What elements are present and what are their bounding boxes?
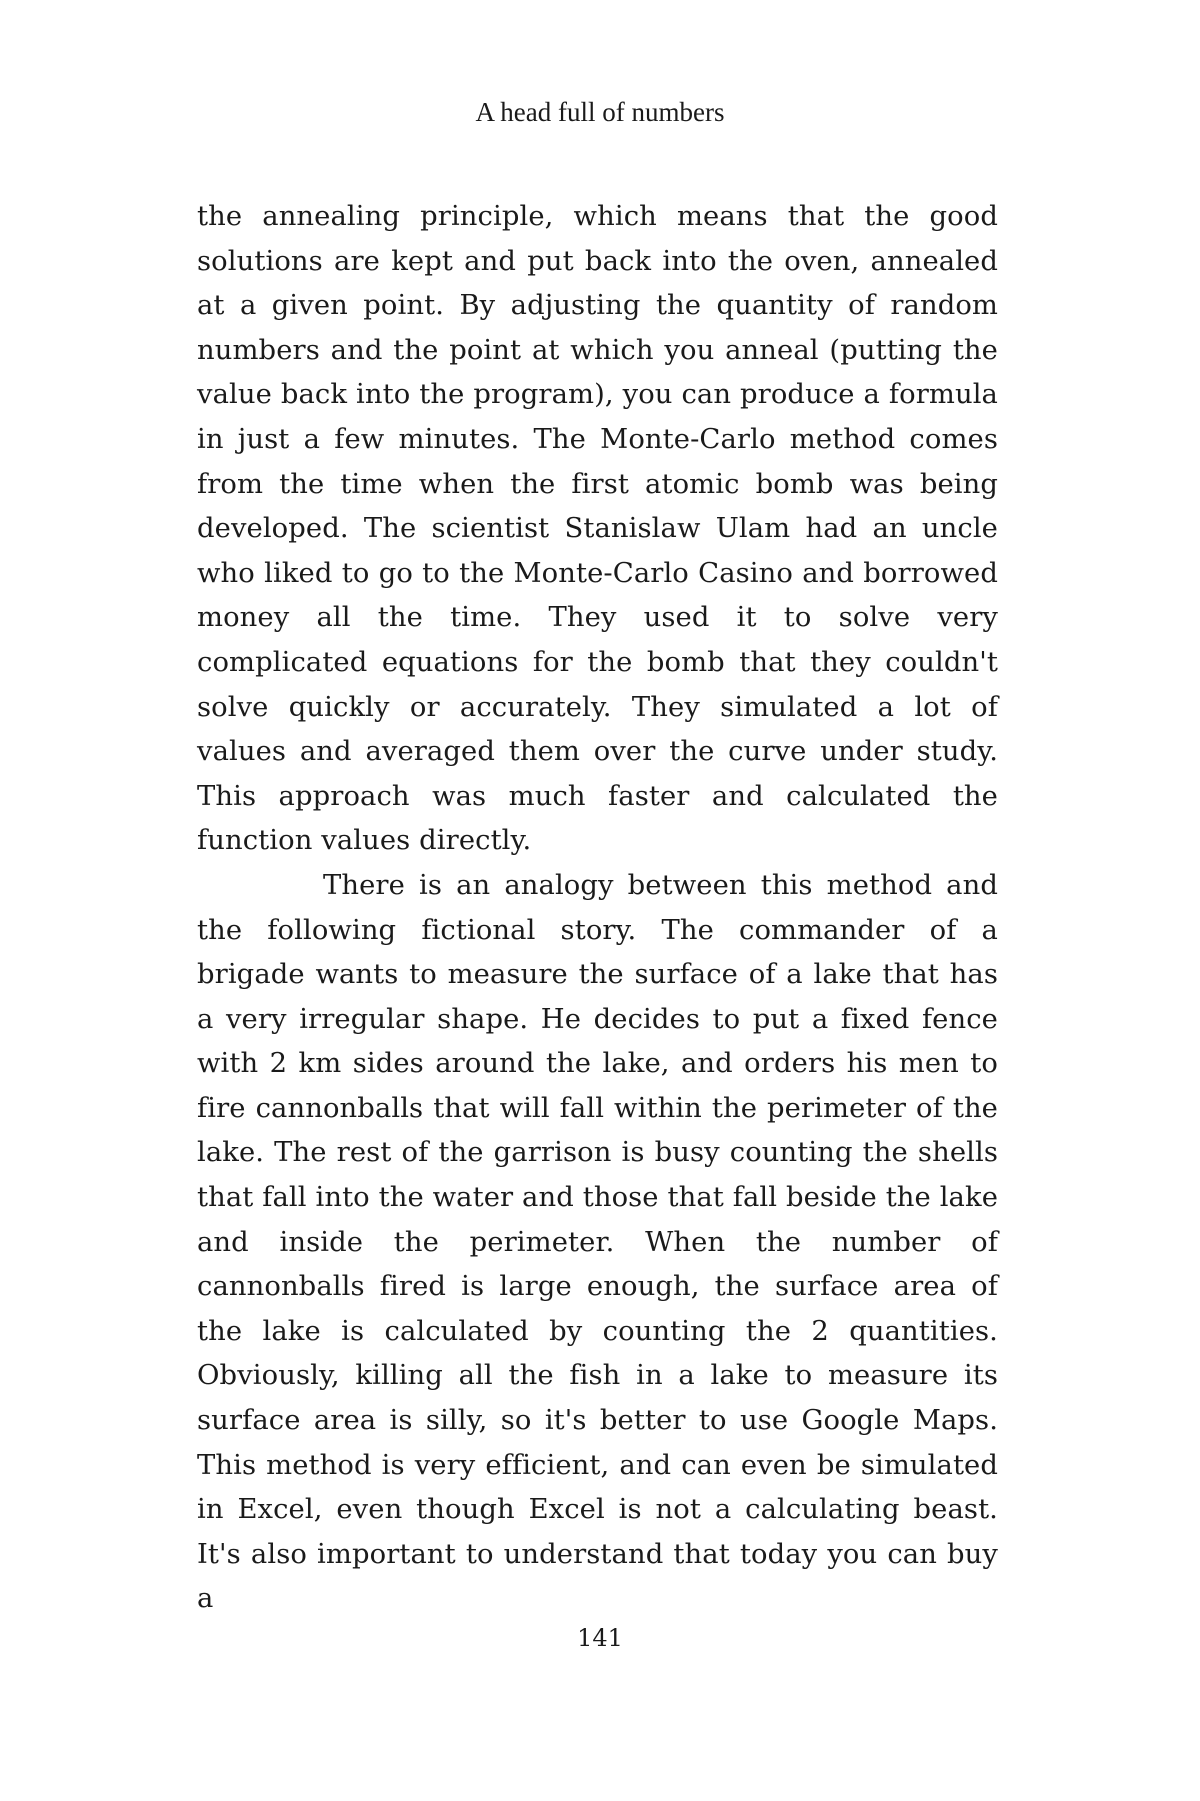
running-header: A head full of numbers [475, 97, 725, 127]
paragraph-continued: the annealing principle, which means that the good solutions are kept and put back into the oven, annealed at a given point. By adjusting the quantity of random numbers and the point at which you anneal (putting the value back into the program), you can produce a formula in just a few minutes. The Monte-Carlo method comes from the time when the first atomic bomb was being developed. The scientist Stanislaw Ulam had an uncle who liked to go to the Monte-Carlo Casino and borrowed money all the time. They used it to solve very complicated equations for the bomb that they couldn't solve quickly or accurately. They simulated a lot of values and averaged them over the curve under study. This approach was much faster and calculated the function values directly. [197, 201, 998, 857]
page-number: 141 [577, 1624, 623, 1652]
paragraph-analogy: There is an analogy between this method and the following fictional story. The commander of a brigade wants to measure the surface of a lake that has a very irregular shape. He decides to put a fixed fence with 2 km sides around the lake, and orders his men to fire cannonballs that will fall within the perimeter of the lake. The rest of the garrison is busy counting the shells that fall into the water and those that fall beside the lake and inside the perimeter. When the number of cannonballs fired is large enough, the surface area of the lake is calculated by counting the 2 quantities. Obviously, killing all the fish in a lake to measure its surface area is silly, so it's better to use Google Maps. This method is very efficient, and can even be simulated in Excel, even though Excel is not a calculating beast. It's also important to understand that today you can buy a [197, 869, 998, 1615]
body-text [197, 195, 998, 1622]
